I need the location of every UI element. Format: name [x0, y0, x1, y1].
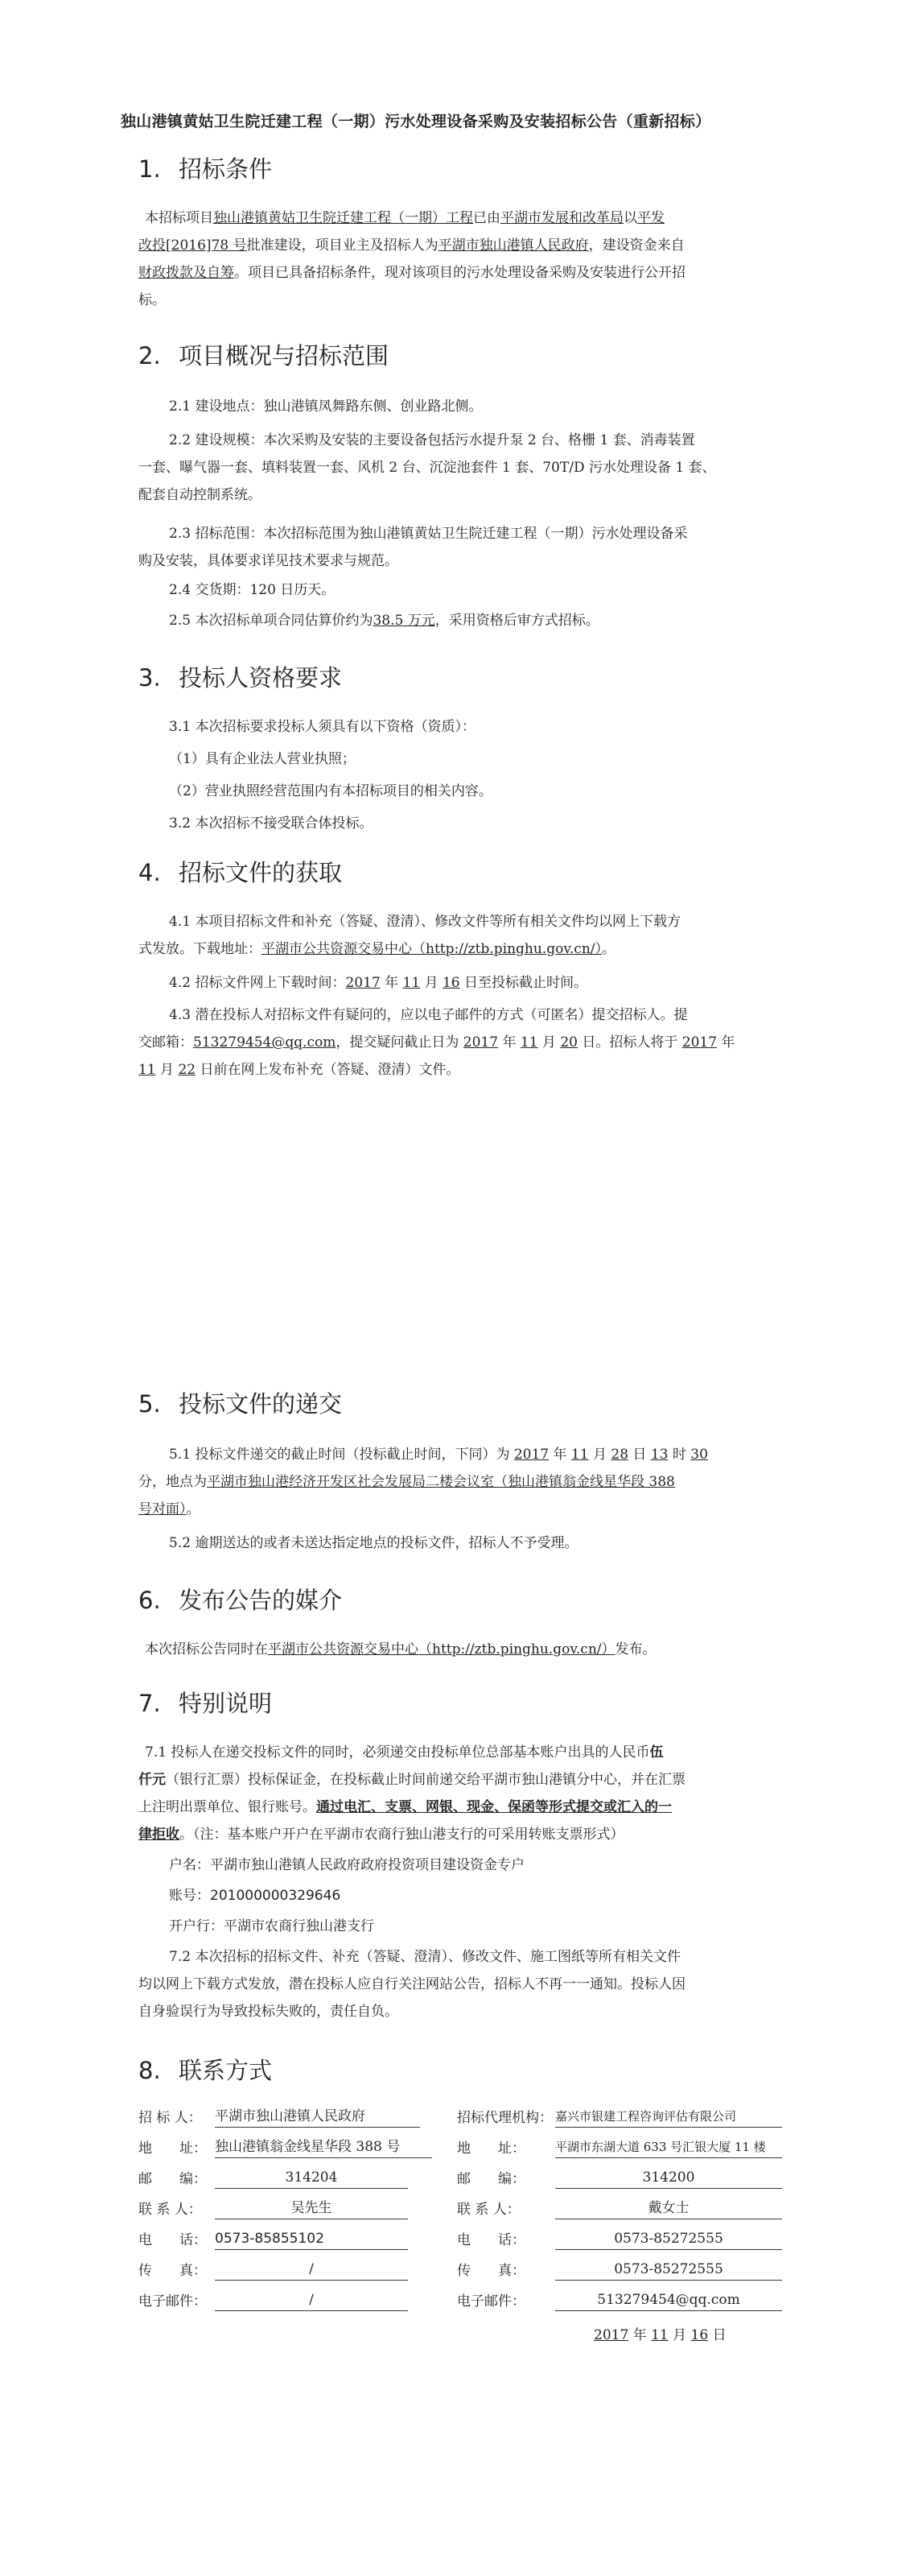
- section-number: 7.: [138, 1690, 161, 1717]
- text: 年: [549, 1447, 571, 1463]
- contact-row: [138, 2106, 782, 2133]
- text: 月: [537, 1034, 561, 1051]
- contact-label: 电 话：: [457, 2232, 525, 2248]
- section-1-heading: [138, 151, 272, 184]
- contact-value: 314204: [215, 2167, 408, 2189]
- contact-label: 招标代理机构：: [457, 2110, 553, 2126]
- media-link[interactable]: 平湖市公共资源交易中心（http://ztb.pinghu.gov.cn/）: [268, 1641, 616, 1657]
- contact-value: /: [215, 2259, 408, 2281]
- contact-value: 独山港镇翁金线星华段 388 号: [215, 2136, 432, 2158]
- account-name: 户名：平湖市独山港镇人民政府政府投资项目建设资金专户: [169, 1857, 525, 1873]
- paragraph-line: [138, 232, 685, 259]
- text: 年: [498, 1034, 521, 1051]
- approver: 平湖市发展和改革局: [500, 210, 624, 226]
- section-4-heading: [138, 855, 342, 888]
- paragraph-line: [138, 259, 686, 287]
- date-month: 11: [138, 1062, 156, 1078]
- text: 交邮箱：: [138, 1034, 193, 1051]
- section-7-heading: [138, 1686, 272, 1719]
- paragraph-line: 4.3 潜在投标人对招标文件有疑问的，应以电子邮件的方式（可匿名）提交招标人。提: [169, 1007, 688, 1023]
- text: 账号：: [169, 1888, 210, 1904]
- paragraph-line: 4.1 本项目招标文件和补充（答疑、澄清）、修改文件等所有相关文件均以网上下载方: [169, 914, 681, 930]
- contact-row: [138, 2136, 782, 2164]
- paragraph-line: [138, 1766, 686, 1794]
- text: 。: [602, 941, 616, 957]
- section-title: 投标文件的递交: [179, 1390, 343, 1418]
- paragraph-line: 自身验误行为导致投标失败的，责任自负。: [138, 2004, 398, 2020]
- account-bank: 开户行：平湖市农商行独山港支行: [169, 1918, 374, 1934]
- contact-label: 招 标 人：: [138, 2110, 202, 2126]
- paragraph-line: 2.3 招标范围：本次招标范围为独山港镇黄姑卫生院迁建工程（一期）污水处理设备采: [169, 526, 688, 542]
- contact-row: [138, 2259, 782, 2286]
- contact-value: 平湖市独山港镇人民政府: [215, 2106, 420, 2128]
- section-number: 8.: [138, 2057, 161, 2084]
- deposit-amount: 仟元: [138, 1772, 166, 1788]
- date-year: 2017: [463, 1034, 499, 1051]
- section-5-heading: [138, 1386, 342, 1419]
- paragraph-line: 一套、曝气器一套、填料装置一套、风机 2 台、沉淀池套件 1 套、70T/D 污水处理设备 1 套、: [138, 460, 716, 476]
- text: 年: [717, 1034, 735, 1051]
- text: 日。招标人将于: [577, 1034, 682, 1051]
- contact-row: [138, 2167, 782, 2194]
- text: 日至投标截止时间。: [459, 975, 588, 991]
- contact-label: 电 话：: [138, 2232, 207, 2248]
- text: 本次招标公告同时在: [145, 1641, 268, 1657]
- contact-value: 吴先生: [215, 2198, 408, 2219]
- text: 日: [708, 2327, 727, 2343]
- approval-number: 平发: [637, 210, 665, 226]
- contact-label: 联 系 人：: [138, 2202, 202, 2218]
- document-date: [594, 2322, 727, 2349]
- contact-value: /: [215, 2289, 408, 2311]
- section-title: 发布公告的媒介: [179, 1587, 343, 1614]
- contact-label: 电子邮件：: [138, 2293, 207, 2310]
- paragraph-line: [145, 1739, 663, 1766]
- paragraph-line: [169, 1441, 708, 1468]
- section-title: 联系方式: [179, 2057, 273, 2084]
- section-title: 招标文件的获取: [179, 859, 343, 886]
- paragraph-line: [138, 1029, 735, 1056]
- paragraph-line: [138, 1794, 672, 1821]
- text: 已由: [473, 210, 500, 226]
- paragraph-line: 均以网上下载方式发放，潜在投标人应自行关注网站公告，招标人不再一一通知。投标人因: [138, 1976, 686, 1992]
- section-number: 5.: [138, 1390, 161, 1418]
- paragraph-line: [138, 1056, 460, 1084]
- contact-value: 314200: [555, 2167, 782, 2189]
- rejection-notice: 通过电汇、支票、网银、现金、保函等形式提交或汇入的一: [316, 1799, 672, 1815]
- date-year: 2017: [345, 975, 381, 991]
- text: 4.2 招标文件网上下载时间：: [169, 975, 346, 991]
- text: 式发放。下载地址：: [138, 941, 261, 957]
- date-year: 2017: [513, 1447, 550, 1463]
- date-month: 11: [651, 2327, 669, 2343]
- date-day: 22: [178, 1062, 196, 1078]
- paragraph-line: 配套自动控制系统。: [138, 487, 261, 503]
- text: 日前在网上发布补充（答疑、澄清）文件。: [196, 1062, 460, 1078]
- text: 发布。: [615, 1641, 657, 1657]
- contact-row: [138, 2289, 782, 2317]
- contact-value: 513279454@qq.com: [555, 2289, 782, 2311]
- paragraph-line: 7.2 本次招标的招标文件、补充（答疑、澄清）、修改文件、施工图纸等所有相关文件: [169, 1949, 681, 1965]
- section-number: 6.: [138, 1587, 161, 1614]
- contact-value: 0573-85855102: [215, 2228, 408, 2250]
- contact-label: 邮 编：: [457, 2171, 525, 2187]
- deposit-amount: 伍: [649, 1744, 664, 1761]
- section-number: 4.: [138, 859, 161, 886]
- paragraph-line: 2.2 建设规模：本次采购及安装的主要设备包括污水提升泵 2 台、格栅 1 套、消毒装置: [169, 432, 695, 448]
- date-day: 20: [560, 1034, 578, 1051]
- contact-value: 嘉兴市银建工程咨询评估有限公司: [555, 2106, 782, 2128]
- date-month: 11: [570, 1447, 589, 1463]
- contact-value: 0573-85272555: [555, 2259, 782, 2281]
- paragraph-line: [138, 1821, 624, 1848]
- account-number-line: [169, 1882, 340, 1909]
- text: 月: [155, 1062, 179, 1078]
- time-hour: 13: [650, 1447, 669, 1463]
- date-day: 28: [611, 1447, 629, 1463]
- text: 时: [668, 1447, 691, 1463]
- text: 7.1 投标人在递交投标文件的同时，必须递交由投标单位总部基本账户出具的人民币: [145, 1744, 650, 1761]
- text: （银行汇票）投标保证金，在投标截止时间前递交给平湖市独山港镇分中心，并在汇票: [166, 1772, 686, 1788]
- paragraph-line: [169, 607, 599, 634]
- text: ，采用资格后审方式招标。: [434, 613, 599, 629]
- contact-value: 平湖市东湖大道 633 号汇银大厦 11 楼: [555, 2136, 782, 2158]
- contact-label: 地 址：: [457, 2140, 525, 2157]
- email-link[interactable]: 513279454@qq.com: [193, 1034, 336, 1051]
- paragraph-line: [145, 1636, 657, 1663]
- submission-location: 号对面）: [138, 1501, 187, 1517]
- paragraph-line: 标。: [138, 292, 166, 308]
- section-2-heading: [138, 338, 389, 371]
- paragraph-line: [138, 1468, 675, 1496]
- section-3-heading: [138, 660, 342, 693]
- section-number: 1.: [138, 155, 161, 183]
- document-title: 独山港镇黄姑卫生院迁建工程（一期）污水处理设备采购及安装招标公告（重新招标）: [121, 113, 711, 130]
- contact-value: 0573-85272555: [555, 2228, 782, 2250]
- paragraph-line: [145, 204, 665, 232]
- paragraph-line: [138, 1496, 200, 1523]
- date-year: 2017: [681, 1034, 718, 1051]
- section-6-heading: [138, 1583, 342, 1616]
- rejection-notice: 律拒收: [138, 1827, 179, 1843]
- text: 。项目已具备招标条件，现对该项目的污水处理设备采购及安装进行公开招: [234, 265, 686, 281]
- text: 月: [420, 975, 443, 991]
- text: 年: [628, 2327, 652, 2343]
- project-name: 独山港镇黄姑卫生院迁建工程（一期）工程: [213, 210, 473, 226]
- date-day: 16: [442, 975, 460, 991]
- time-minute: 30: [690, 1447, 708, 1463]
- text: 5.1 投标文件递交的截止时间（投标截止时间，下同）为: [169, 1447, 514, 1463]
- text: 。: [186, 1501, 200, 1517]
- text: ，提交疑问截止日为: [336, 1034, 463, 1051]
- text: 。（注：基本账户开户在平湖市农商行独山港支行的可采用转账支票形式）: [179, 1827, 624, 1843]
- submission-location: 平湖市独山港经济开发区社会发展局二楼会议室（独山港镇翁金线星华段 388: [207, 1474, 675, 1490]
- section-number: 2.: [138, 342, 161, 369]
- paragraph-line: [138, 935, 616, 963]
- contact-row: [138, 2228, 782, 2256]
- estimated-price: 38.5 万元: [373, 613, 435, 629]
- text: ，建设资金来自: [588, 237, 685, 254]
- approval-number: 改投[2016]78 号: [138, 237, 247, 254]
- paragraph-line: （1）具有企业法人营业执照；: [169, 751, 356, 767]
- date-month: 11: [402, 975, 421, 991]
- contact-value: 戴女士: [555, 2198, 782, 2219]
- date-day: 16: [690, 2327, 709, 2343]
- section-title: 招标条件: [179, 155, 273, 183]
- section-number: 3.: [138, 664, 161, 691]
- text: 以: [624, 210, 637, 226]
- text: 批准建设，项目业主及招标人为: [246, 237, 439, 254]
- contact-label: 联 系 人：: [457, 2202, 521, 2218]
- tenderer: 平湖市独山港镇人民政府: [438, 237, 589, 254]
- contact-label: 地 址：: [138, 2140, 207, 2157]
- download-link[interactable]: 平湖市公共资源交易中心（http://ztb.pinghu.gov.cn/）: [261, 941, 603, 957]
- contact-label: 传 真：: [138, 2263, 207, 2279]
- text: 分，地点为: [138, 1474, 207, 1490]
- contact-label: 邮 编：: [138, 2171, 207, 2187]
- paragraph-line: 3.2 本次招标不接受联合体投标。: [169, 815, 373, 832]
- text: 日: [628, 1447, 651, 1463]
- account-number: 201000000329646: [210, 1888, 341, 1904]
- contact-row: [138, 2198, 782, 2225]
- paragraph-line: 2.1 建设地点：独山港镇凤舞路东侧、创业路北侧。: [169, 398, 483, 415]
- paragraph-line: 购及安装，具体要求详见技术要求与规范。: [138, 553, 398, 569]
- paragraph-line: 5.2 逾期送达的或者未送达指定地点的投标文件，招标人不予受理。: [169, 1535, 579, 1551]
- contact-label: 电子邮件：: [457, 2293, 525, 2310]
- paragraph-line: 2.4 交货期：120 日历天。: [169, 582, 336, 598]
- paragraph-line: [169, 969, 587, 997]
- section-8-heading: [138, 2053, 272, 2086]
- paragraph-line: 3.1 本次招标要求投标人须具有以下资格（资质）：: [169, 719, 476, 735]
- fund-source: 财政拨款及自筹: [138, 265, 234, 281]
- section-title: 投标人资格要求: [179, 664, 343, 691]
- paragraph-line: （2）营业执照经营范围内有本招标项目的相关内容。: [169, 783, 492, 799]
- text: 2.5 本次招标单项合同估算价约为: [169, 613, 373, 629]
- section-title: 特别说明: [179, 1690, 273, 1717]
- section-title: 项目概况与招标范围: [179, 342, 389, 369]
- text: 月: [588, 1447, 611, 1463]
- text: 本招标项目: [145, 210, 213, 226]
- text: 月: [668, 2327, 691, 2343]
- date-month: 11: [520, 1034, 538, 1051]
- text: 上注明出票单位、银行账号。: [138, 1799, 316, 1815]
- contact-label: 传 真：: [457, 2263, 525, 2279]
- text: 年: [380, 975, 403, 991]
- date-year: 2017: [594, 2327, 629, 2343]
